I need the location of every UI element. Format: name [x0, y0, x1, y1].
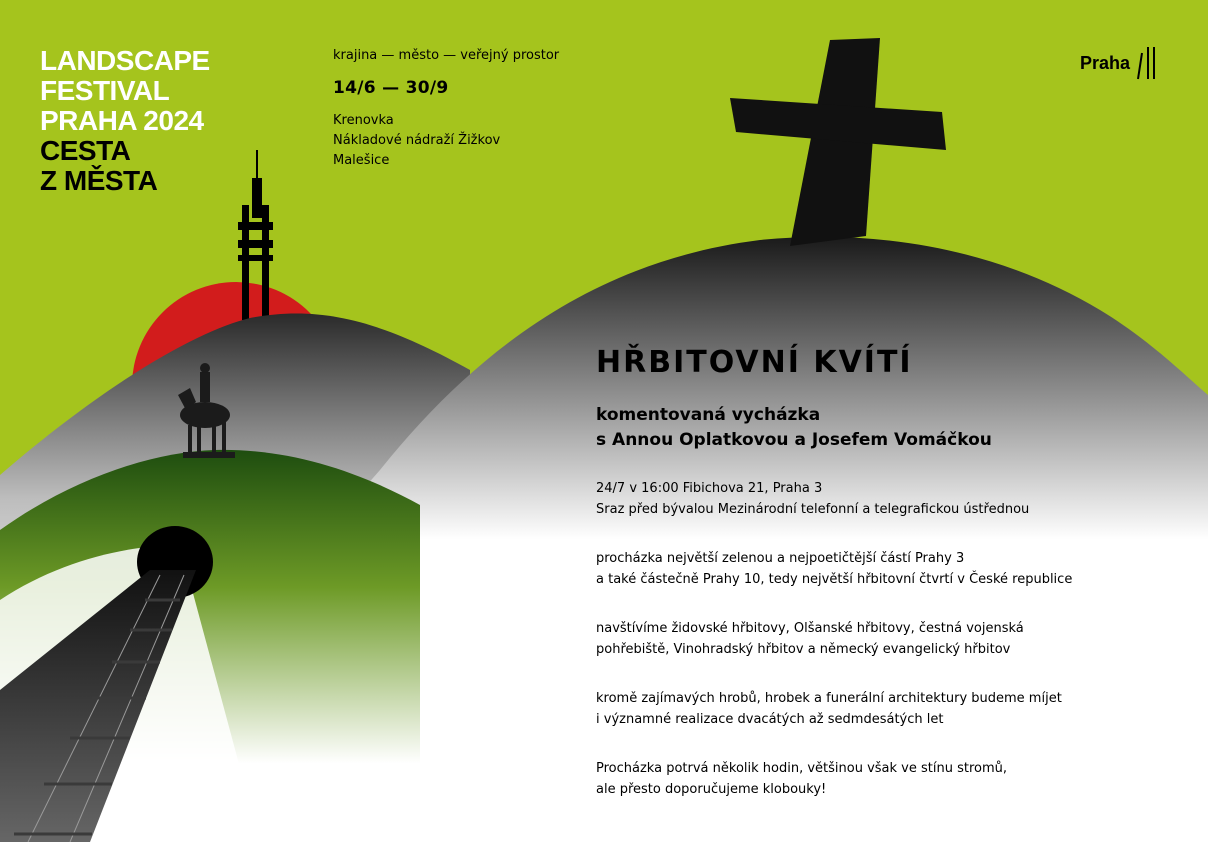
venue-item: Krenovka — [333, 113, 394, 128]
festival-line-4: CESTA — [40, 135, 131, 166]
paragraph-line: kromě zajímavých hrobů, hrobek a funerální architektury budeme míjet — [596, 691, 1062, 706]
paragraph-line: i významné realizace dvacátých až sedmdesátých let — [596, 712, 944, 727]
event-paragraph-duration — [596, 758, 1156, 800]
subtitle-line: s Annou Oplatkovou a Josefem Vomáčkou — [596, 430, 992, 450]
event-paragraph-route — [596, 548, 1156, 590]
venue-item: Malešice — [333, 153, 390, 168]
subtitle-line: komentovaná vycházka — [596, 405, 821, 425]
festival-dates: 14/6 — 30/9 — [333, 78, 449, 98]
paragraph-line: pohřebiště, Vinohradský hřbitov a německý evangelický hřbitov — [596, 642, 1011, 657]
paragraph-line: Procházka potrvá několik hodin, většinou však ve stínu stromů, — [596, 761, 1008, 776]
festival-info — [333, 47, 559, 171]
paragraph-line: 24/7 v 16:00 Fibichova 21, Praha 3 — [596, 481, 823, 496]
paragraph-line: a také částečně Prahy 10, tedy největší hřbitovní čtvrtí v České republice — [596, 572, 1073, 587]
paragraph-line: procházka největší zelenou a nejpoetičtější částí Prahy 3 — [596, 551, 965, 566]
praha-logo — [1080, 45, 1158, 81]
festival-line-2: FESTIVAL — [40, 75, 170, 106]
paragraph-line: Sraz před bývalou Mezinárodní telefonní a telegrafickou ústřednou — [596, 502, 1030, 517]
cross-icon — [730, 38, 946, 246]
venue-item: Nákladové nádraží Žižkov — [333, 133, 501, 148]
praha-logo-text: Praha — [1080, 52, 1131, 73]
paragraph-line: navštívíme židovské hřbitovy, Olšanské hřbitovy, čestná vojenská — [596, 621, 1024, 636]
festival-title — [40, 46, 210, 196]
festival-line-5: Z MĚSTA — [40, 165, 158, 196]
praha-bars-icon — [1134, 45, 1158, 81]
paragraph-line: ale přesto doporučujeme klobouky! — [596, 782, 827, 797]
event-paragraph-visits — [596, 618, 1156, 660]
event-paragraph-meeting — [596, 478, 1156, 520]
venue-list — [333, 111, 559, 171]
event-content — [596, 343, 1156, 800]
festival-line-1: LANDSCAPE — [40, 45, 210, 76]
tagline: krajina — město — veřejný prostor — [333, 48, 560, 63]
event-subtitle — [596, 403, 1156, 453]
festival-line-3: PRAHA 2024 — [40, 105, 204, 136]
event-title: HŘBITOVNÍ KVÍTÍ — [596, 345, 913, 380]
event-paragraph-architecture — [596, 688, 1156, 730]
